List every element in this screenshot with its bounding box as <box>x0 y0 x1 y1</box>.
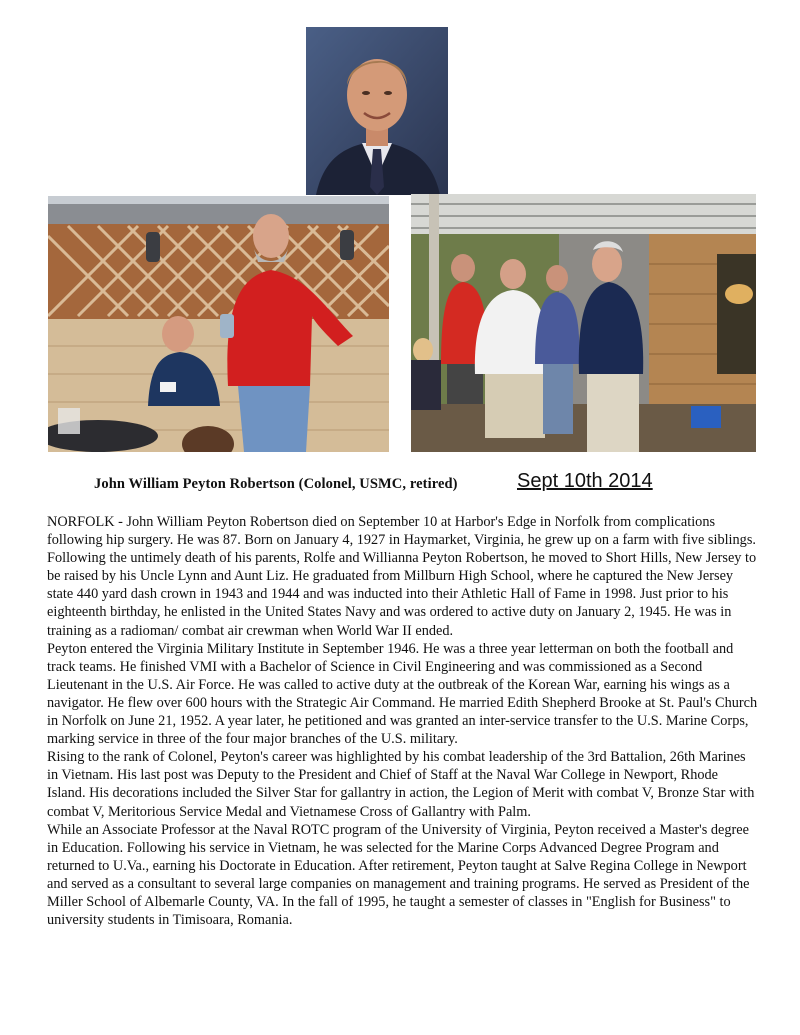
obituary-paragraph: NORFOLK - John William Peyton Robertson died on September 10 at Harbor's Edge in Norfolk from complications following hip surgery. He was 87. Born on January 4, 1927 in Haymarket, Virginia, he grew up on a farm with five siblings. Following the untimely death of his parents, Rolfe and Willianna Peyton Robertson, he moved to Short Hills, New Jersey to be raised by his Uncle Lynn and Aunt Liz. He graduated from Millburn High School, where he captured the New Jersey state 440 yard dash crown in 1943 and 1944 and was inducted into their Athletic Hall of Fame in 1998. Just prior to his eighteenth birthday, he enlisted in the United States Navy and was ordered to active duty on January 2, 1945. He was in training as a radioman/ combat air crewman when World War II ended. <box>47 514 757 639</box>
obituary-paragraph: While an Associate Professor at the Naval ROTC program of the University of Virginia, Peyton received a Master's degree in Education. Following his service in Vietnam, he was selected for the Marine Corps Advanced Degree Program and returned to U.Va., earning his Doctorate in Education. After retirement, Peyton taught at Salve Regina College in Newport and served as a consultant to several large companies on management and training programs. He served as President of the Miller School of Albemarle County, VA. In the fall of 1995, he taught a semester of classes in "English for Business" to university students in Timisoara, Romania. <box>47 821 750 929</box>
deck-image <box>411 194 756 452</box>
portrait-image <box>306 27 448 195</box>
deck-gathering-photo <box>411 194 756 452</box>
obituary-caption-date: Sept 10th 2014 <box>517 470 653 492</box>
obituary-body <box>47 513 759 929</box>
obituary-paragraph: Peyton entered the Virginia Military Institute in September 1946. He was a three year letterman on both the football and track teams. He finished VMI with a Bachelor of Science in Civil Engineering and was commissioned as a Second Lieutenant in the U.S. Air Force. He was called to active duty at the outbreak of the Korean War, earning his wings as a navigator. He flew over 600 hours with the Strategic Air Command. He married Edith Shepherd Brooke at St. Paul's Church in Norfolk on June 21, 1952. A year later, he petitioned and was granted an inter-service transfer to the U.S. Marine Corps, marking service in three of the four major branches of the U.S. military. <box>47 640 758 748</box>
portrait-photo <box>306 27 448 195</box>
patio-image <box>48 196 389 452</box>
obituary-paragraph: Rising to the rank of Colonel, Peyton's career was highlighted by his combat leadership of the 3rd Battalion, 26th Marines in Vietnam. His last post was Deputy to the President and Chief of Staff at the Naval War College in Newport, Rhode Island. His decorations included the Silver Star for gallantry in action, the Legion of Merit with combat V, Bronze Star with combat V, Meritorious Service Medal and Vietnamese Cross of Gallantry with Palm. <box>47 749 755 820</box>
obituary-caption-name: John William Peyton Robertson (Colonel, USMC, retired) <box>94 476 458 492</box>
patio-group-photo <box>48 196 389 452</box>
